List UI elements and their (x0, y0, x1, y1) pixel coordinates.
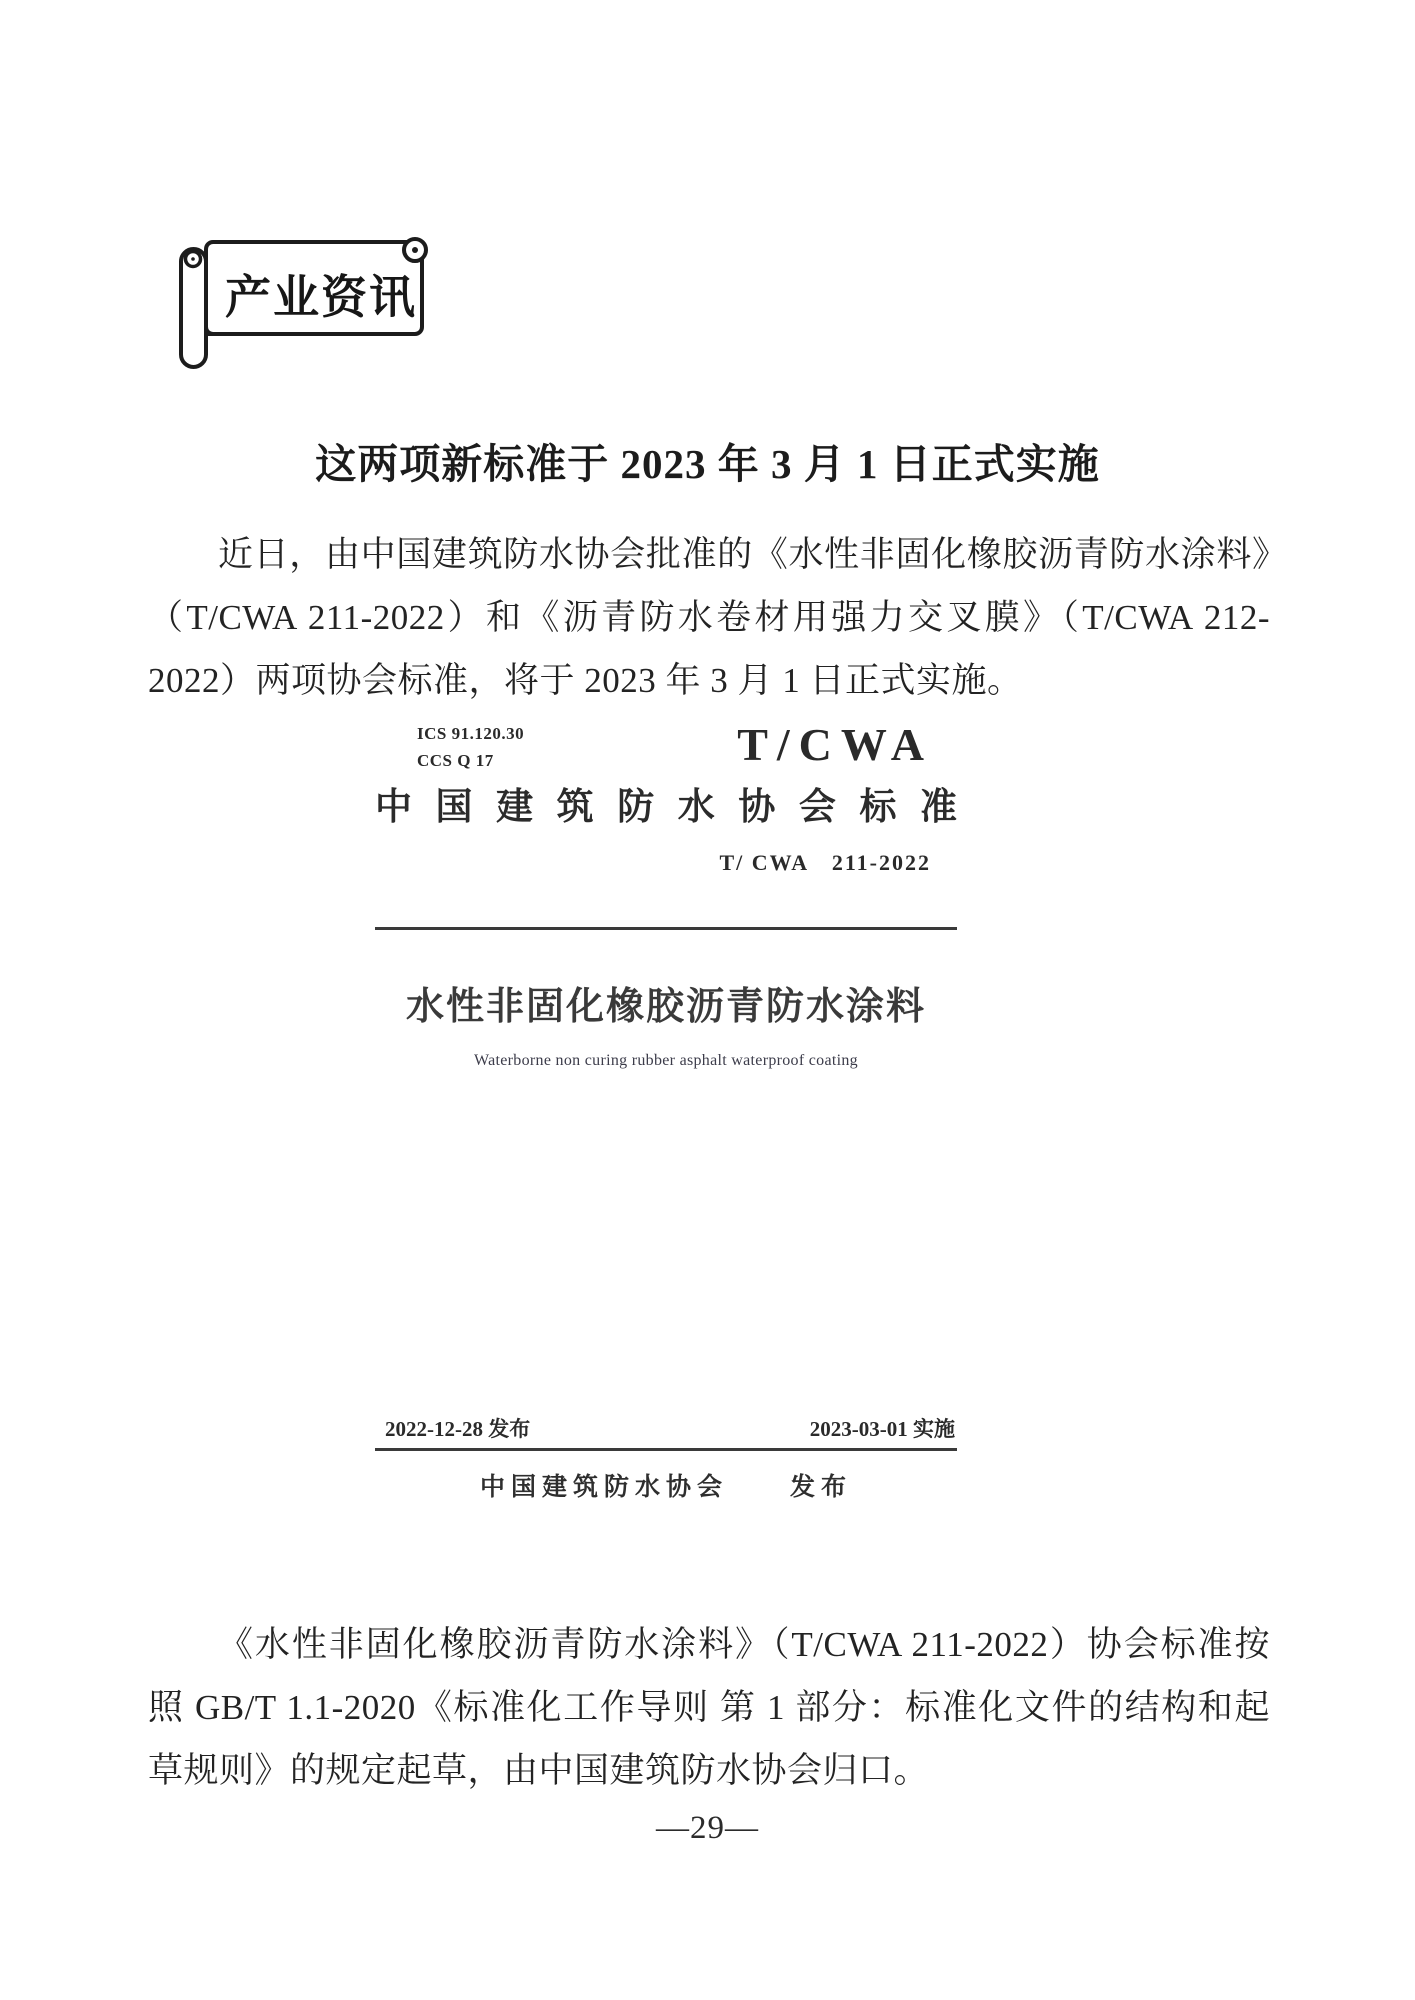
cover-dates-row (375, 1414, 957, 1444)
publisher-line: 中国建筑防水协会 发布 (479, 1474, 852, 1501)
standard-title-zh: 水性非固化橡胶沥青防水涂料 (405, 986, 926, 1028)
article-paragraph-1: 近日，由中国建筑防水协会批准的《水性非固化橡胶沥青防水涂料》（T/CWA 211-2022）和《沥青防水卷材用强力交叉膜》（T/CWA 212-2022）两项协会标准，将于 2023 年 3 月 1 日正式实施。 (148, 535, 1270, 700)
issue-date: 2022-12-28 发布 (385, 1417, 531, 1441)
implementation-date: 2023-03-01 实施 (809, 1417, 955, 1441)
standard-title-en: Waterborne non curing rubber asphalt waterproof coating (474, 1052, 858, 1069)
org-code: T/CWA (737, 719, 933, 770)
ics-codes (417, 720, 524, 774)
page-number: —29— (656, 1810, 759, 1846)
cover-blank-space (375, 1072, 957, 1414)
section-banner (166, 226, 442, 384)
cover-header (375, 712, 957, 784)
standard-cover (375, 712, 957, 1505)
article-paragraph-2: 《水性非固化橡胶沥青防水涂料》（T/CWA 211-2022）协会标准按照 GB/T 1.1-2020《标准化工作导则 第 1 部分：标准化文件的结构和起草规则》的规定起草，由中国建筑防水协会归口。 (148, 1625, 1270, 1790)
cover-bottom-rule (375, 1448, 957, 1451)
ccs-code: CCS Q 17 (417, 751, 494, 770)
article-title: 这两项新标准于 2023 年 3 月 1 日正式实施 (315, 441, 1100, 488)
banner-title: 产业资讯 (225, 272, 417, 323)
standard-number: T/ CWA 211-2022 (719, 850, 931, 875)
cover-top-rule (375, 927, 957, 930)
standard-type-title: 中国建筑防水协会标准 (375, 787, 957, 828)
ics-code: ICS 91.120.30 (417, 724, 525, 743)
